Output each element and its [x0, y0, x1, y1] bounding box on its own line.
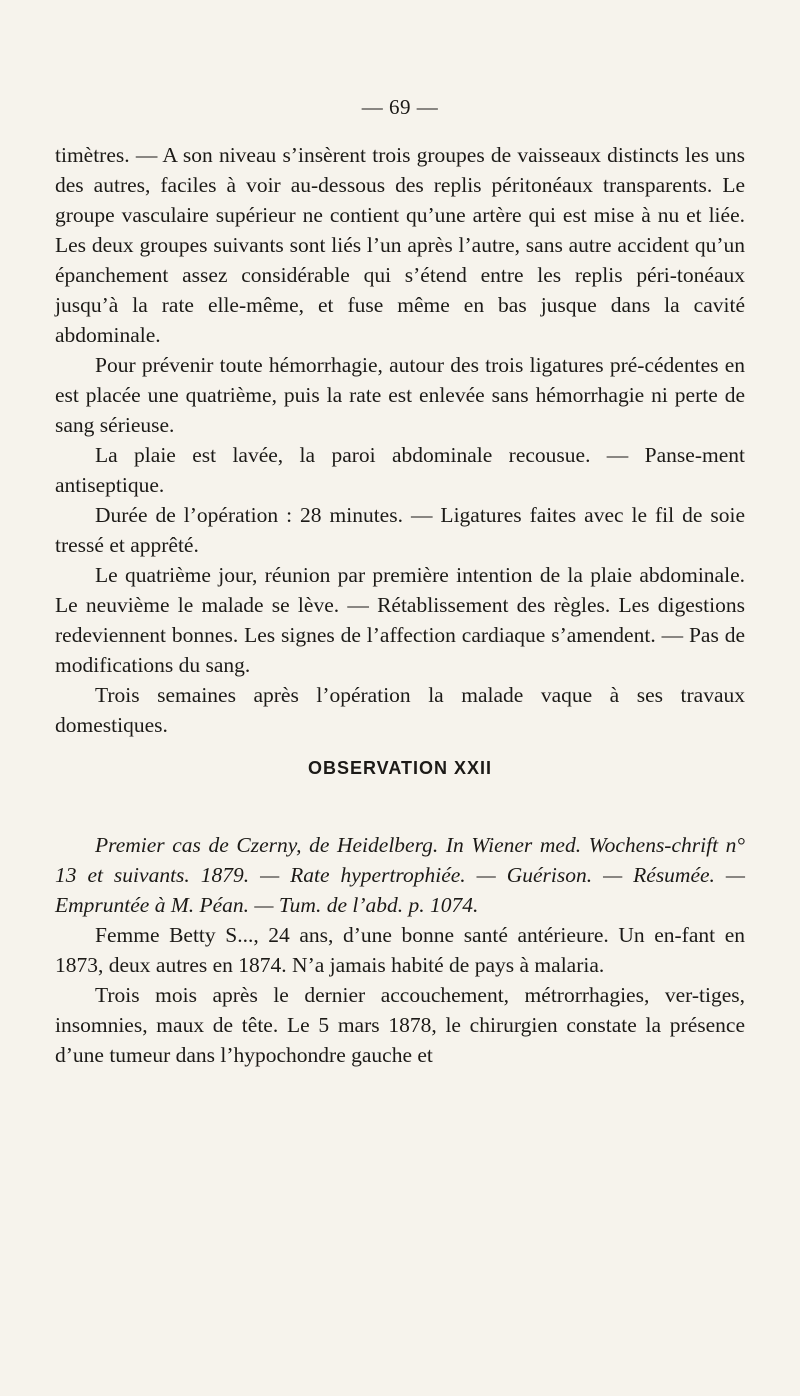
- paragraph: Femme Betty S..., 24 ans, d’une bonne santé antérieure. Un en-fant en 1873, deux autres en 1874. N’a jamais habité de pays à malaria.: [55, 923, 745, 977]
- paragraph: La plaie est lavée, la paroi abdominale recousue. — Panse-ment antiseptique.: [55, 443, 745, 497]
- paragraph: Le quatrième jour, réunion par première intention de la plaie abdominale. Le neuvième le malade se lève. — Rétablissement des règles. Les digestions redeviennent bonnes. Les signes de l’affection cardiaque s’amendent. — Pas de modifications du sang.: [55, 563, 745, 677]
- body-text-bottom: [55, 830, 745, 1070]
- citation: Premier cas de Czerny, de Heidelberg. In Wiener med. Wochens-chrift n° 13 et suivants. 1879. — Rate hypertrophiée. — Guérison. — Résumée. — Empruntée à M. Péan. — Tum. de l’abd. p. 1074.: [55, 833, 745, 917]
- page-number: — 69 —: [361, 95, 439, 119]
- paragraph: Trois semaines après l’opération la malade vaque à ses travaux domestiques.: [55, 683, 745, 737]
- observation-heading: OBSERVATION XXII: [307, 758, 493, 778]
- paragraph: Durée de l’opération : 28 minutes. — Ligatures faites avec le fil de soie tressé et apprêté.: [55, 503, 745, 557]
- paragraph: Trois mois après le dernier accouchement, métrorrhagies, ver-tiges, insomnies, maux de tête. Le 5 mars 1878, le chirurgien constate la présence d’une tumeur dans l’hypochondre gauche et: [55, 983, 745, 1067]
- paragraph: Pour prévenir toute hémorrhagie, autour des trois ligatures pré-cédentes en est placée une quatrième, puis la rate est enlevée sans hémorrhagie ni perte de sang sérieuse.: [55, 353, 745, 437]
- body-text-top: [55, 140, 745, 740]
- paragraph: timètres. — A son niveau s’insèrent trois groupes de vaisseaux distincts les uns des autres, faciles à voir au-dessous des replis péritonéaux transparents. Le groupe vasculaire supérieur ne contient qu’une artère qui est mise à nu et liée. Les deux groupes suivants sont liés l’un après l’autre, sans autre accident qu’un épanchement assez considérable qui s’étend entre les replis péri-tonéaux jusqu’à la rate elle-même, et fuse même en bas jusque dans la cavité abdominale.: [55, 143, 745, 347]
